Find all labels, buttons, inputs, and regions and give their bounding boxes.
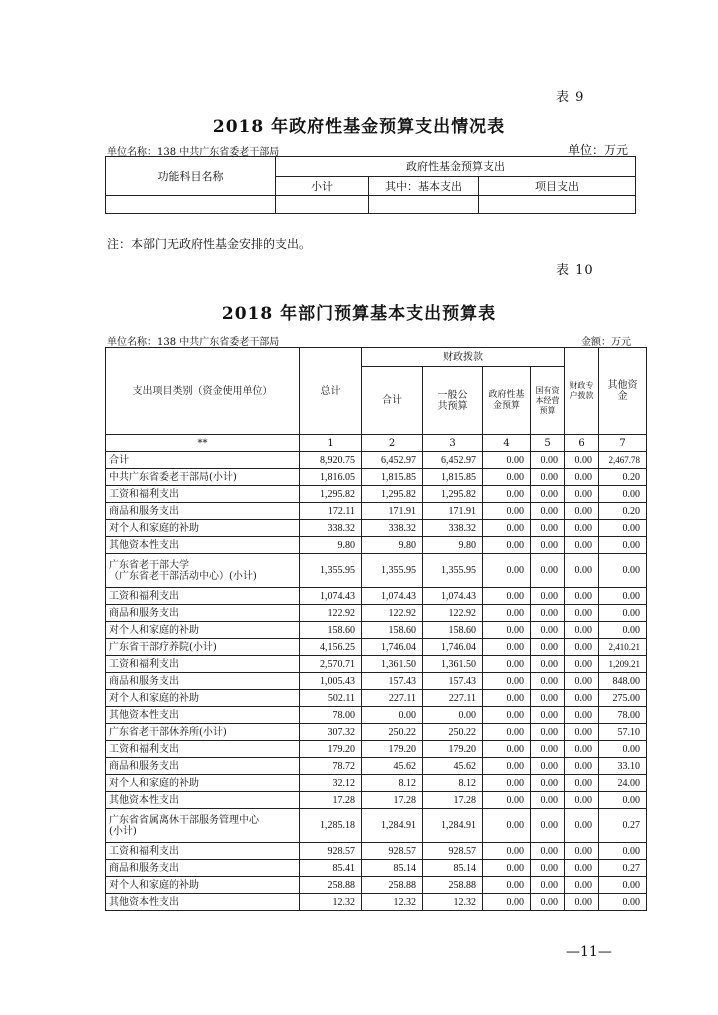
row-value: 1,295.82: [300, 486, 362, 503]
row-value: 0.00: [599, 554, 647, 588]
row-value: 157.43: [362, 673, 423, 690]
row-value: 0.00: [483, 775, 531, 792]
row-value: 928.57: [362, 843, 423, 860]
row-value: 338.32: [300, 520, 362, 537]
table-row: [106, 792, 647, 809]
row-value: 122.92: [362, 605, 423, 622]
table-row: [106, 877, 647, 894]
table-row: [106, 554, 647, 588]
row-value: 338.32: [423, 520, 483, 537]
row-value: 157.43: [423, 673, 483, 690]
row-value: 0.00: [531, 503, 565, 520]
row-value: 0.00: [483, 843, 531, 860]
row-value: 1,285.18: [300, 809, 362, 843]
col-total-header: 总计: [300, 348, 362, 435]
row-value: 171.91: [362, 503, 423, 520]
row-value: 1,355.95: [423, 554, 483, 588]
row-value: 0.00: [565, 486, 599, 503]
table-row: [106, 860, 647, 877]
row-value: 0.00: [565, 775, 599, 792]
col-function-header: 功能科目名称: [106, 157, 276, 196]
table-row: [106, 588, 647, 605]
empty-row: [106, 196, 636, 214]
row-value: 1,355.95: [362, 554, 423, 588]
row-label: 对个人和家庭的补助: [106, 690, 300, 707]
row-value: 0.00: [565, 469, 599, 486]
row-value: 0.27: [599, 809, 647, 843]
row-label: 其他资本性支出: [106, 707, 300, 724]
row-value: 1,074.43: [423, 588, 483, 605]
row-value: 0.00: [565, 639, 599, 656]
row-value: 338.32: [362, 520, 423, 537]
row-value: 57.10: [599, 724, 647, 741]
row-value: 0.00: [483, 605, 531, 622]
row-value: 0.00: [483, 520, 531, 537]
row-value: 0.00: [531, 452, 565, 469]
row-value: 0.00: [531, 554, 565, 588]
row-label: 其他资本性支出: [106, 537, 300, 554]
row-value: 0.00: [565, 860, 599, 877]
row-value: 45.62: [362, 758, 423, 775]
row-value: 250.22: [362, 724, 423, 741]
row-value: 17.28: [423, 792, 483, 809]
row-value: 122.92: [423, 605, 483, 622]
row-value: 0.00: [483, 690, 531, 707]
row-label: 对个人和家庭的补助: [106, 775, 300, 792]
col-sum-header: 合计: [362, 367, 423, 435]
row-value: 0.00: [565, 741, 599, 758]
table-row: [106, 775, 647, 792]
table-row: [106, 503, 647, 520]
row-value: 0.00: [531, 792, 565, 809]
row-value: 6,452.97: [423, 452, 483, 469]
row-value: 0.00: [483, 656, 531, 673]
group-header: 政府性基金预算支出: [276, 157, 636, 177]
row-value: 0.00: [483, 707, 531, 724]
row-value: 0.00: [483, 503, 531, 520]
row-value: 0.00: [599, 486, 647, 503]
table-9-title: 2018 年政府性基金预算支出情况表: [212, 117, 506, 137]
row-value: 12.32: [362, 894, 423, 911]
table-row: [106, 486, 647, 503]
row-value: 179.20: [300, 741, 362, 758]
row-value: 179.20: [423, 741, 483, 758]
table-row: [106, 656, 647, 673]
row-value: 17.28: [300, 792, 362, 809]
row-value: 2,570.71: [300, 656, 362, 673]
row-value: 0.00: [531, 673, 565, 690]
row-value: 0.00: [599, 520, 647, 537]
row-label: 中共广东省委老干部局(小计): [106, 469, 300, 486]
row-value: 0.20: [599, 469, 647, 486]
row-value: 1,295.82: [362, 486, 423, 503]
row-value: 171.91: [423, 503, 483, 520]
row-value: 5: [531, 435, 565, 452]
table-row: [106, 622, 647, 639]
table-row: [106, 741, 647, 758]
row-label: 工资和福利支出: [106, 486, 300, 503]
row-value: 85.14: [362, 860, 423, 877]
row-value: 1,815.85: [362, 469, 423, 486]
table-10-title: 2018 年部门预算基本支出预算表: [221, 304, 497, 324]
row-label: 广东省老干部大学 （广东省老干部活动中心）(小计): [106, 554, 300, 588]
row-value: 45.62: [423, 758, 483, 775]
row-label: 对个人和家庭的补助: [106, 520, 300, 537]
row-value: 0.00: [565, 673, 599, 690]
row-value: 1,746.04: [423, 639, 483, 656]
table-row: [106, 469, 647, 486]
row-value: 1,361.50: [423, 656, 483, 673]
table-row: [106, 894, 647, 911]
row-value: 0.00: [531, 707, 565, 724]
row-value: 848.00: [599, 673, 647, 690]
row-value: 85.41: [300, 860, 362, 877]
row-value: 0.00: [599, 843, 647, 860]
row-value: 2,467.78: [599, 452, 647, 469]
row-value: 0.00: [565, 452, 599, 469]
row-value: 78.72: [300, 758, 362, 775]
row-value: 0.00: [531, 724, 565, 741]
row-value: 0.00: [483, 860, 531, 877]
col-special-header: 财政专户拨款: [565, 348, 599, 435]
row-value: 0.00: [483, 809, 531, 843]
row-value: 227.11: [423, 690, 483, 707]
row-value: 1,284.91: [362, 809, 423, 843]
row-value: 0.00: [565, 707, 599, 724]
row-value: 250.22: [423, 724, 483, 741]
row-value: 0.00: [565, 792, 599, 809]
row-label: 工资和福利支出: [106, 741, 300, 758]
table-10: [105, 347, 647, 911]
row-value: 0.00: [483, 894, 531, 911]
row-value: 0.00: [531, 622, 565, 639]
row-value: 7: [599, 435, 647, 452]
row-value: 2: [362, 435, 423, 452]
row-value: 0.00: [565, 843, 599, 860]
row-value: 0.00: [565, 877, 599, 894]
row-value: 0.00: [599, 537, 647, 554]
row-value: 179.20: [362, 741, 423, 758]
row-value: 0.00: [565, 758, 599, 775]
row-value: 0.00: [565, 656, 599, 673]
row-value: 0.00: [599, 588, 647, 605]
row-value: 1,815.85: [423, 469, 483, 486]
row-value: 0.00: [483, 486, 531, 503]
row-value: 0.00: [565, 690, 599, 707]
row-value: 6: [565, 435, 599, 452]
row-value: 158.60: [423, 622, 483, 639]
row-value: 0.00: [565, 537, 599, 554]
row-value: 122.92: [300, 605, 362, 622]
row-value: 9.80: [362, 537, 423, 554]
row-value: 0.00: [531, 809, 565, 843]
row-label: 商品和服务支出: [106, 860, 300, 877]
row-value: 0.00: [483, 452, 531, 469]
row-value: 0.00: [531, 758, 565, 775]
row-value: 0.00: [483, 622, 531, 639]
col-govfund-header: 政府性基金预算: [483, 367, 531, 435]
col-other-header: 其他资金: [599, 348, 647, 435]
row-value: 0.00: [423, 707, 483, 724]
table-row: [106, 537, 647, 554]
row-value: 0.00: [531, 469, 565, 486]
row-label: 广东省老干部休养所(小计): [106, 724, 300, 741]
row-value: 0.00: [565, 554, 599, 588]
table-9-number: 表 9: [556, 90, 585, 105]
table-row: [106, 809, 647, 843]
row-value: 1,209.21: [599, 656, 647, 673]
row-value: 0.00: [565, 588, 599, 605]
row-value: 3: [423, 435, 483, 452]
row-value: 1,295.82: [423, 486, 483, 503]
row-value: 9.80: [423, 537, 483, 554]
row-label: 工资和福利支出: [106, 843, 300, 860]
row-value: 158.60: [300, 622, 362, 639]
table-row: [106, 724, 647, 741]
row-value: 0.00: [565, 520, 599, 537]
row-value: 0.00: [483, 724, 531, 741]
row-value: 1,746.04: [362, 639, 423, 656]
row-value: 0.20: [599, 503, 647, 520]
row-value: 9.80: [300, 537, 362, 554]
row-label: 合计: [106, 452, 300, 469]
row-value: 0.00: [565, 503, 599, 520]
row-value: 0.00: [599, 741, 647, 758]
table-9-unit-name: 单位名称：138 中共广东省委老干部局: [107, 147, 280, 158]
row-value: 0.00: [483, 741, 531, 758]
row-value: 0.00: [565, 605, 599, 622]
table-row: [106, 843, 647, 860]
row-value: 0.00: [483, 673, 531, 690]
table-row: [106, 690, 647, 707]
row-label: 商品和服务支出: [106, 758, 300, 775]
row-value: 0.00: [531, 605, 565, 622]
col-project-header: 项目支出: [479, 177, 636, 196]
row-value: 0.00: [483, 469, 531, 486]
table-9: [105, 156, 636, 214]
row-value: 1,816.05: [300, 469, 362, 486]
table-10-number: 表 10: [556, 263, 594, 278]
row-value: 928.57: [423, 843, 483, 860]
row-value: 8,920.75: [300, 452, 362, 469]
row-value: 0.00: [565, 724, 599, 741]
row-label: 商品和服务支出: [106, 605, 300, 622]
row-value: 2,410.21: [599, 639, 647, 656]
page-number: —11—: [566, 944, 612, 960]
row-value: 0.00: [531, 486, 565, 503]
row-label: 工资和福利支出: [106, 588, 300, 605]
row-value: 0.00: [531, 775, 565, 792]
row-value: 1,074.43: [362, 588, 423, 605]
row-value: 1,005.43: [300, 673, 362, 690]
row-value: 258.88: [362, 877, 423, 894]
row-value: 0.00: [483, 639, 531, 656]
row-label: 广东省干部疗养院(小计): [106, 639, 300, 656]
table-row: [106, 673, 647, 690]
row-label: **: [106, 435, 300, 452]
row-value: 78.00: [300, 707, 362, 724]
row-value: 307.32: [300, 724, 362, 741]
row-value: 0.00: [531, 690, 565, 707]
col-item-header: 支出项目类别（资金使用单位）: [106, 348, 300, 435]
row-value: 0.00: [483, 554, 531, 588]
row-value: 0.00: [483, 792, 531, 809]
row-value: 8.12: [362, 775, 423, 792]
row-value: 0.00: [599, 877, 647, 894]
index-row: [106, 435, 647, 452]
row-value: 1,074.43: [300, 588, 362, 605]
row-value: 275.00: [599, 690, 647, 707]
row-value: 502.11: [300, 690, 362, 707]
row-value: 85.14: [423, 860, 483, 877]
row-value: 0.00: [483, 877, 531, 894]
row-label: 商品和服务支出: [106, 503, 300, 520]
row-value: 0.00: [483, 758, 531, 775]
row-value: 78.00: [599, 707, 647, 724]
row-value: 0.00: [531, 656, 565, 673]
row-label: 对个人和家庭的补助: [106, 877, 300, 894]
col-subtotal-header: 小计: [276, 177, 369, 196]
row-value: 0.00: [531, 894, 565, 911]
row-value: 0.00: [599, 792, 647, 809]
col-stateasset-header: 国有资本经营预算: [531, 367, 565, 435]
row-label: 对个人和家庭的补助: [106, 622, 300, 639]
row-value: 0.00: [599, 622, 647, 639]
row-label: 商品和服务支出: [106, 673, 300, 690]
row-label: 广东省省属离休干部服务管理中心 (小计): [106, 809, 300, 843]
row-value: 0.00: [531, 843, 565, 860]
row-value: 0.00: [483, 537, 531, 554]
row-value: 928.57: [300, 843, 362, 860]
row-value: 0.00: [599, 894, 647, 911]
table-9-unit: 单位：万元: [568, 143, 629, 157]
row-value: 4,156.25: [300, 639, 362, 656]
row-value: 0.00: [531, 860, 565, 877]
table-10-unit-name: 单位名称：138 中共广东省委老干部局: [107, 337, 280, 348]
row-value: 32.12: [300, 775, 362, 792]
row-label: 工资和福利支出: [106, 656, 300, 673]
table-row: [106, 520, 647, 537]
row-value: 0.00: [565, 622, 599, 639]
table-row: [106, 639, 647, 656]
row-value: 17.28: [362, 792, 423, 809]
row-value: 0.00: [565, 894, 599, 911]
table-row: [106, 758, 647, 775]
row-value: 258.88: [300, 877, 362, 894]
table-10-unit: 金额：万元: [581, 337, 631, 348]
row-value: 33.10: [599, 758, 647, 775]
row-value: 1,355.95: [300, 554, 362, 588]
col-general-header: 一般公共预算: [423, 367, 483, 435]
row-value: 1,284.91: [423, 809, 483, 843]
row-value: 172.11: [300, 503, 362, 520]
row-value: 8.12: [423, 775, 483, 792]
row-value: 12.32: [300, 894, 362, 911]
table-row: [106, 707, 647, 724]
row-value: 158.60: [362, 622, 423, 639]
table-row: [106, 452, 647, 469]
row-value: 6,452.97: [362, 452, 423, 469]
row-value: 0.00: [599, 605, 647, 622]
row-value: 0.00: [362, 707, 423, 724]
row-value: 0.27: [599, 860, 647, 877]
row-value: 0.00: [531, 537, 565, 554]
row-value: 0.00: [531, 741, 565, 758]
row-value: 0.00: [531, 520, 565, 537]
row-value: 24.00: [599, 775, 647, 792]
table-9-note: 注：本部门无政府性基金安排的支出。: [107, 237, 312, 251]
row-value: 0.00: [531, 639, 565, 656]
fiscal-group-header: 财政拨款: [362, 348, 565, 367]
row-value: 0.00: [483, 588, 531, 605]
row-label: 其他资本性支出: [106, 894, 300, 911]
row-value: 1,361.50: [362, 656, 423, 673]
row-value: 1: [300, 435, 362, 452]
row-value: 4: [483, 435, 531, 452]
row-value: 0.00: [531, 877, 565, 894]
row-value: 0.00: [565, 809, 599, 843]
table-row: [106, 605, 647, 622]
row-value: 0.00: [531, 588, 565, 605]
col-basic-header: 其中：基本支出: [369, 177, 479, 196]
row-value: 227.11: [362, 690, 423, 707]
row-label: 其他资本性支出: [106, 792, 300, 809]
row-value: 258.88: [423, 877, 483, 894]
row-value: 12.32: [423, 894, 483, 911]
